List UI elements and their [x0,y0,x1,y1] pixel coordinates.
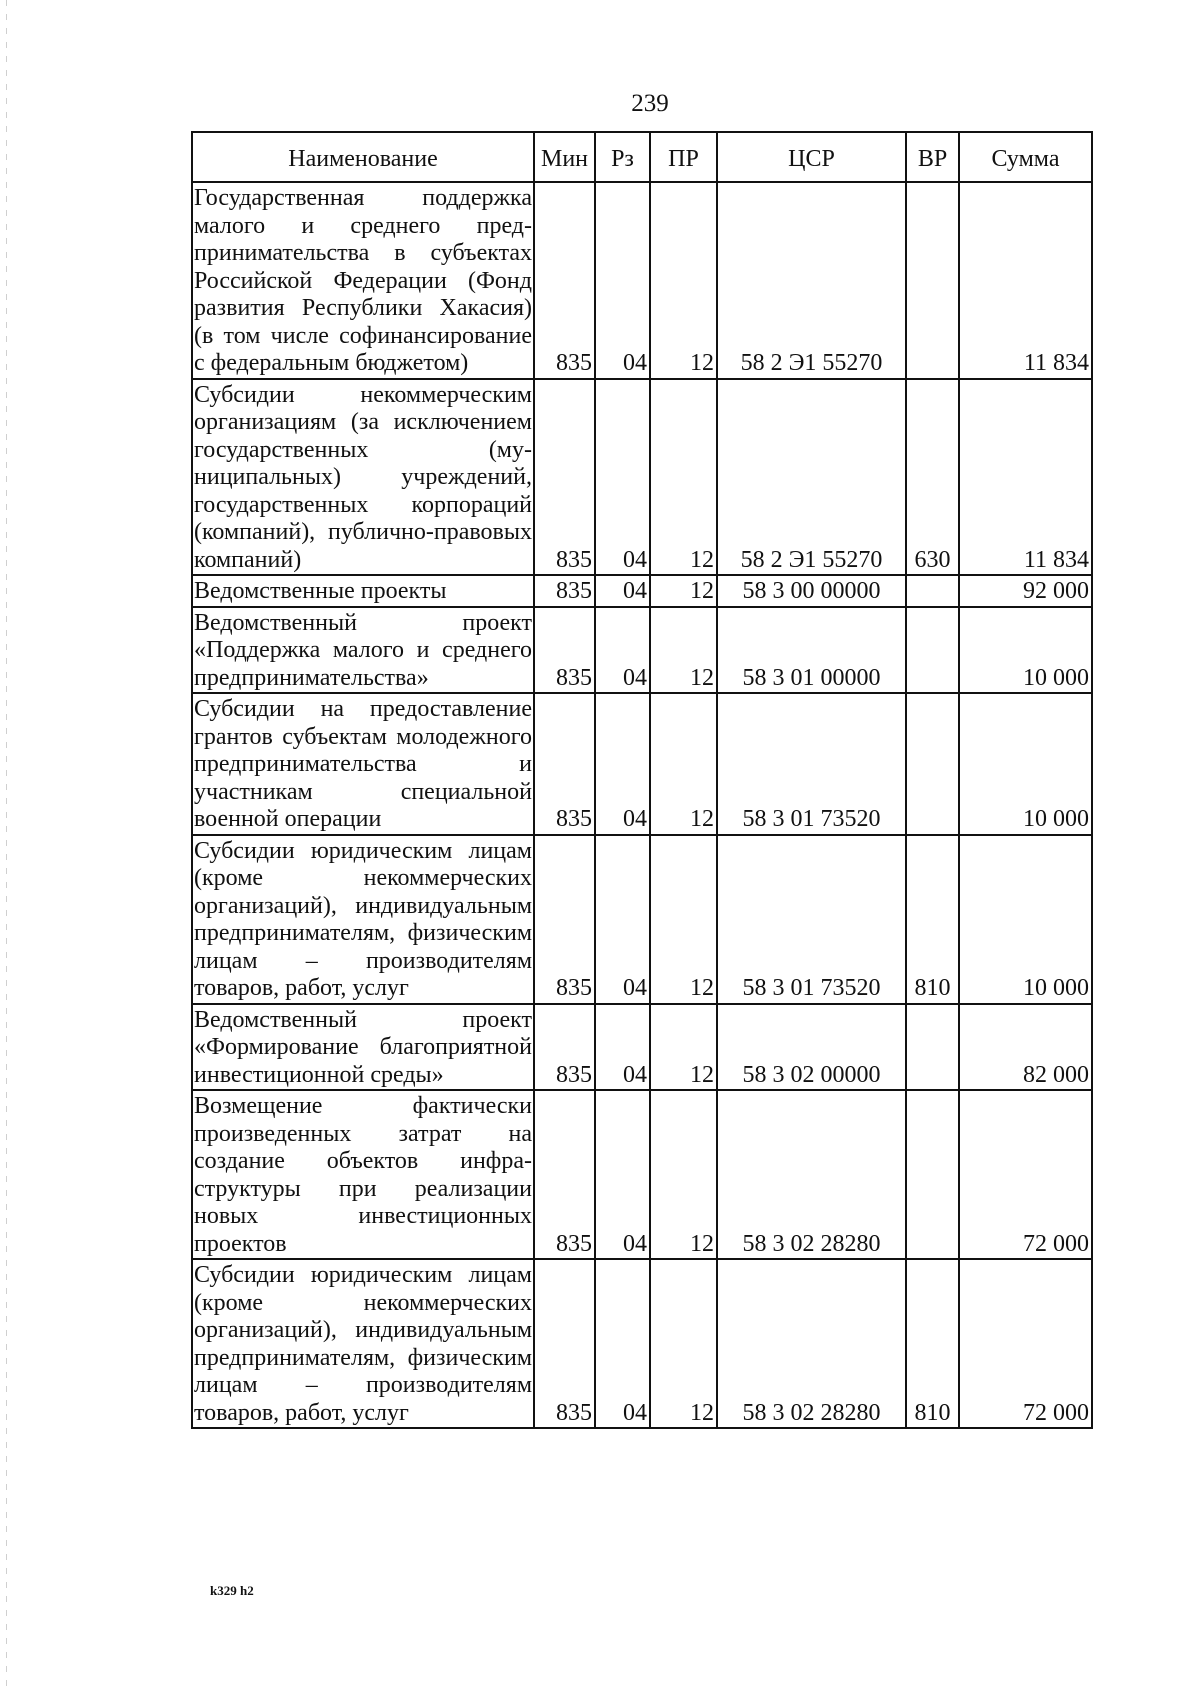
header-name: Наименование [192,132,534,182]
cell-name: Субсидии на предоставление грантов субъектам молодежного предпринимательства и участникам специальной военной операции [192,693,534,835]
cell-sum: 11 834 [959,379,1092,576]
cell-csr: 58 3 01 73520 [717,835,906,1004]
cell-pr: 12 [650,1004,717,1091]
header-sum: Сумма [959,132,1092,182]
cell-min: 835 [534,1090,595,1259]
cell-pr: 12 [650,1090,717,1259]
cell-rz: 04 [595,693,650,835]
table-row [192,835,1092,1004]
header-rz: Рз [595,132,650,182]
cell-csr: 58 3 00 00000 [717,575,906,607]
table-row [192,1004,1092,1091]
cell-min: 835 [534,1004,595,1091]
table-row [192,1090,1092,1259]
cell-csr: 58 3 02 28280 [717,1259,906,1428]
cell-vr [906,575,959,607]
cell-vr [906,607,959,694]
header-csr: ЦСР [717,132,906,182]
cell-name: Субсидии юридическим лицам (кроме некоммерческих организаций), индивидуальным предпринимателям, физическим лицам – производителям товаров, работ, услуг [192,1259,534,1428]
cell-pr: 12 [650,607,717,694]
cell-pr: 12 [650,1259,717,1428]
table-row [192,379,1092,576]
cell-min: 835 [534,379,595,576]
cell-rz: 04 [595,575,650,607]
cell-csr: 58 3 02 00000 [717,1004,906,1091]
cell-vr: 810 [906,835,959,1004]
cell-min: 835 [534,693,595,835]
cell-sum: 10 000 [959,835,1092,1004]
cell-vr [906,1090,959,1259]
cell-rz: 04 [595,1004,650,1091]
cell-pr: 12 [650,835,717,1004]
cell-min: 835 [534,835,595,1004]
table-row [192,182,1092,379]
cell-pr: 12 [650,575,717,607]
header-vr: ВР [906,132,959,182]
cell-rz: 04 [595,379,650,576]
cell-pr: 12 [650,182,717,379]
cell-name: Ведомственный проект «Формирование благоприятной инвестиционной среды» [192,1004,534,1091]
table-row [192,607,1092,694]
cell-sum: 10 000 [959,607,1092,694]
header-pr: ПР [650,132,717,182]
cell-sum: 82 000 [959,1004,1092,1091]
header-min: Мин [534,132,595,182]
cell-name: Государственная поддержка малого и среднего предпринимательства в субъектах Российской Федерации (Фонд развития Республики Хакасия) (в том числе софинансирование с федеральным бюджетом) [192,182,534,379]
cell-vr [906,182,959,379]
cell-vr [906,1004,959,1091]
cell-min: 835 [534,575,595,607]
page-edge-line [6,0,7,1686]
budget-table [191,131,1093,1429]
cell-min: 835 [534,607,595,694]
cell-rz: 04 [595,182,650,379]
cell-vr: 630 [906,379,959,576]
cell-rz: 04 [595,1259,650,1428]
cell-rz: 04 [595,1090,650,1259]
cell-vr: 810 [906,1259,959,1428]
cell-sum: 72 000 [959,1090,1092,1259]
table-header-row [192,132,1092,182]
cell-sum: 72 000 [959,1259,1092,1428]
table-row [192,1259,1092,1428]
cell-name: Ведомственный проект «Поддержка малого и среднего предпринимательства» [192,607,534,694]
cell-pr: 12 [650,693,717,835]
cell-rz: 04 [595,835,650,1004]
cell-pr: 12 [650,379,717,576]
table-row [192,575,1092,607]
cell-sum: 10 000 [959,693,1092,835]
cell-csr: 58 3 01 00000 [717,607,906,694]
cell-name: Ведомственные проекты [192,575,534,607]
cell-rz: 04 [595,607,650,694]
cell-min: 835 [534,182,595,379]
cell-min: 835 [534,1259,595,1428]
table-row [192,693,1092,835]
cell-name: Субсидии некоммерческим организациям (за исключением государственных (муниципальных) учреждений, государственных корпораций (компаний), публично-правовых компаний) [192,379,534,576]
cell-csr: 58 3 02 28280 [717,1090,906,1259]
cell-csr: 58 3 01 73520 [717,693,906,835]
page-number: 239 [631,90,669,117]
footer-document-code: k329 h2 [210,1583,254,1598]
cell-name: Субсидии юридическим лицам (кроме некоммерческих организаций), индивидуальным предпринимателям, физическим лицам – производителям товаров, работ, услуг [192,835,534,1004]
cell-name: Возмещение фактически произведенных затрат на создание объектов инфраструктуры при реализации новых инвестиционных проектов [192,1090,534,1259]
cell-vr [906,693,959,835]
cell-csr: 58 2 Э1 55270 [717,379,906,576]
cell-sum: 92 000 [959,575,1092,607]
cell-csr: 58 2 Э1 55270 [717,182,906,379]
cell-sum: 11 834 [959,182,1092,379]
